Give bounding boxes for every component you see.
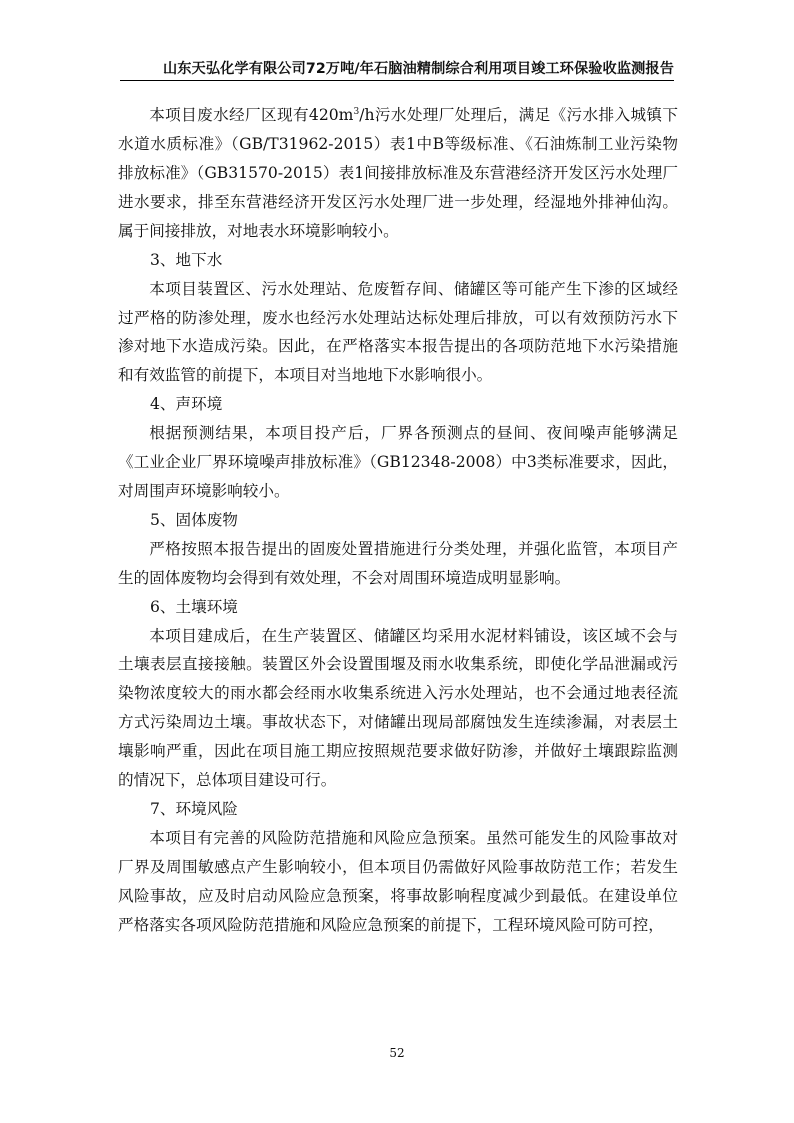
paragraph-surface-water	[118, 98, 678, 246]
page-body	[118, 98, 678, 939]
surface-water-text-b: /h污水处理厂处理后，满足《污水排入城镇下水道水质标准》（GB/T31962-2015）表1中B等级标准、《石油炼制工业污染物排放标准》（GB31570-2015）表1间接排放标准及东营港经济开发区污水处理厂进水要求，排至东营港经济开发区污水处理厂进一步处理，经湿地外排神仙沟。属于间接排放，对地表水环境影响较小。	[118, 106, 678, 240]
surface-water-superscript: 3	[353, 107, 360, 117]
paragraph-noise: 根据预测结果，本项目投产后，厂界各预测点的昼间、夜间噪声能够满足《工业企业厂界环境噪声排放标准》（GB12348-2008）中3类标准要求，因此，对周围声环境影响较小。	[118, 424, 678, 500]
section-heading-groundwater: 3、地下水	[150, 250, 223, 269]
surface-water-text-a: 本项目废水经厂区现有420m	[149, 106, 354, 125]
page-header-title: 山东天弘化学有限公司72万吨/年石脑油精制综合利用项目竣工环保验收监测报告	[162, 61, 674, 77]
section-heading-environmental-risk: 7、环境风险	[150, 799, 238, 818]
section-heading-noise: 4、声环境	[150, 395, 223, 414]
header-divider	[120, 80, 674, 81]
paragraph-groundwater: 本项目装置区、污水处理站、危废暂存间、储罐区等可能产生下渗的区域经过严格的防渗处理，废水也经污水处理站达标处理后排放，可以有效预防污水下渗对地下水造成污染。因此，在严格落实本报告提出的各项防范地下水污染措施和有效监管的前提下，本项目对当地地下水影响很小。	[118, 279, 678, 385]
paragraph-solid-waste: 严格按照本报告提出的固废处置措施进行分类处理，并强化监管，本项目产生的固体废物均会得到有效处理，不会对周围环境造成明显影响。	[118, 539, 678, 587]
page-number: 52	[389, 1046, 405, 1060]
paragraph-environmental-risk: 本项目有完善的风险防范措施和风险应急预案。虽然可能发生的风险事故对厂界及周围敏感点产生影响较小，但本项目仍需做好风险事故防范工作；若发生风险事故，应及时启动风险应急预案，将事故影响程度减少到最低。在建设单位严格落实各项风险防范措施和风险应急预案的前提下，工程环境风险可防可控，	[118, 828, 678, 934]
section-heading-soil: 6、土壤环境	[150, 597, 238, 616]
paragraph-soil: 本项目建成后，在生产装置区、储罐区均采用水泥材料铺设，该区域不会与土壤表层直接接触。装置区外会设置围堰及雨水收集系统，即使化学品泄漏或污染物浓度较大的雨水都会经雨水收集系统进入污水处理站，也不会通过地表径流方式污染周边土壤。事故状态下，对储罐出现局部腐蚀发生连续渗漏，对表层土壤影响严重，因此在项目施工期应按照规范要求做好防渗，并做好土壤跟踪监测的情况下，总体项目建设可行。	[118, 626, 678, 790]
section-heading-solid-waste: 5、固体废物	[150, 510, 238, 529]
